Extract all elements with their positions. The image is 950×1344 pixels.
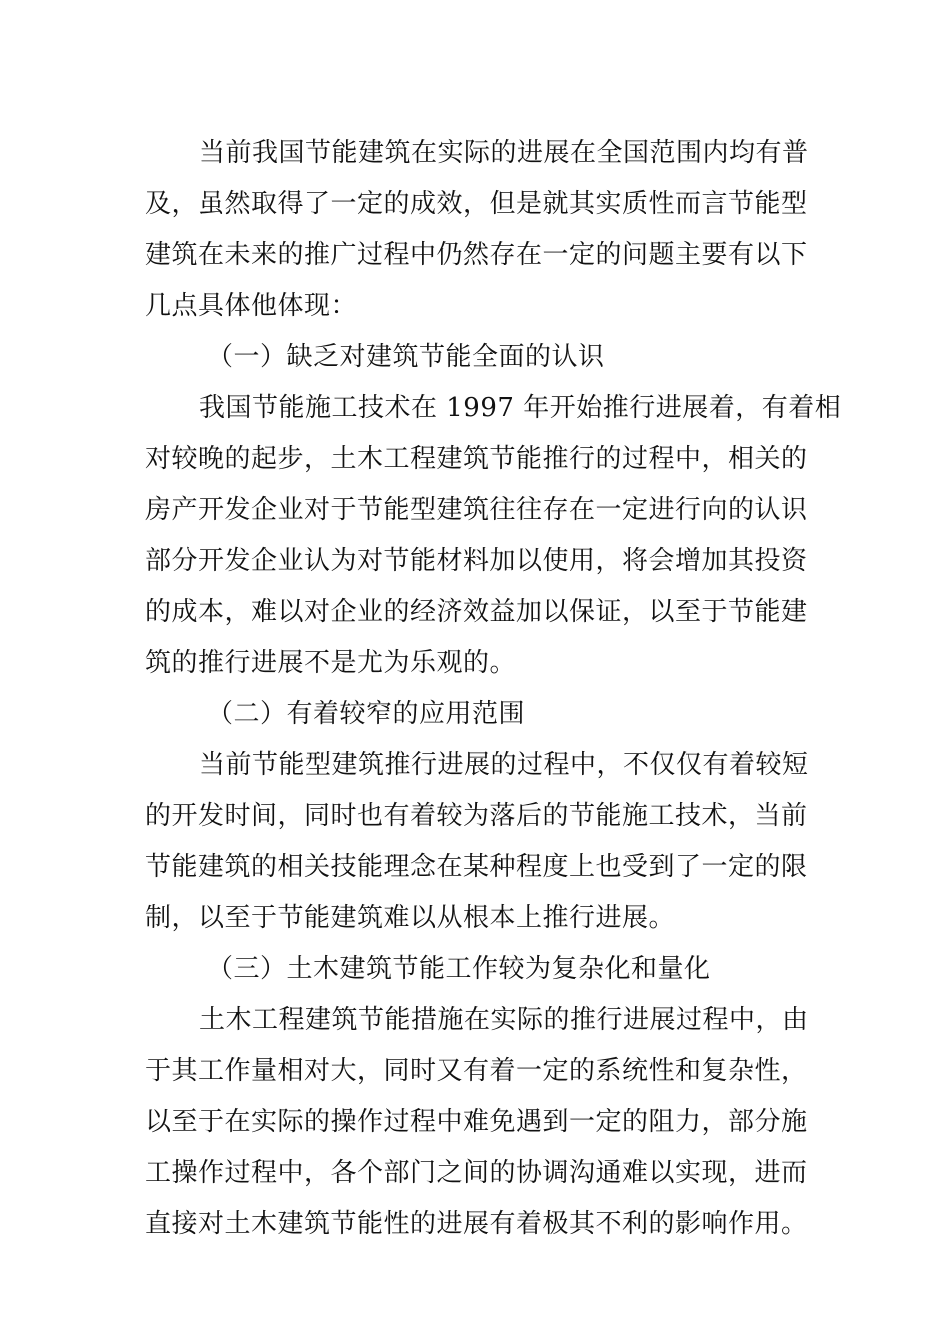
section-heading: [145, 689, 805, 740]
paragraph-line: 我国节能施工技术在 1997 年开始推行进展着，有着相: [199, 393, 842, 423]
section-heading: [145, 332, 805, 383]
paragraph-line: 于其工作量相对大，同时又有着一定的系统性和复杂性，: [145, 1056, 808, 1086]
paragraph-line: 的成本，难以对企业的经济效益加以保证，以至于节能建: [145, 597, 808, 627]
paragraph-line: 及，虽然取得了一定的成效，但是就其实质性而言节能型: [145, 189, 808, 219]
paragraph-line: 以至于在实际的操作过程中难免遇到一定的阻力，部分施: [145, 1107, 808, 1137]
section-heading-text: （三）土木建筑节能工作较为复杂化和量化: [207, 954, 711, 984]
paragraph-line: 对较晚的起步，土木工程建筑节能推行的过程中，相关的: [145, 444, 808, 474]
paragraph-line: 制，以至于节能建筑难以从根本上推行进展。: [145, 903, 676, 933]
paragraph-line: 当前节能型建筑推行进展的过程中，不仅仅有着较短: [199, 750, 809, 780]
section-heading-text: （一）缺乏对建筑节能全面的认识: [207, 342, 605, 372]
paragraph-line: 土木工程建筑节能措施在实际的推行进展过程中，由: [199, 1005, 809, 1035]
body-paragraph: [145, 128, 809, 332]
paragraph-line: 当前我国节能建筑在实际的进展在全国范围内均有普: [199, 138, 809, 168]
paragraph-line: 几点具体他体现：: [145, 291, 358, 321]
body-paragraph: [145, 383, 842, 689]
paragraph-line: 部分开发企业认为对节能材料加以使用，将会增加其投资: [145, 546, 808, 576]
paragraph-line: 的开发时间，同时也有着较为落后的节能施工技术，当前: [145, 801, 808, 831]
paragraph-line: 节能建筑的相关技能理念在某种程度上也受到了一定的限: [145, 852, 808, 882]
paragraph-line: 直接对土木建筑节能性的进展有着极其不利的影响作用。: [145, 1209, 808, 1239]
section-heading-text: （二）有着较窄的应用范围: [207, 699, 526, 729]
paragraph-line: 房产开发企业对于节能型建筑往往存在一定进行向的认识: [145, 495, 808, 525]
paragraph-line: 建筑在未来的推广过程中仍然存在一定的问题主要有以下: [145, 240, 808, 270]
paragraph-line: 工操作过程中，各个部门之间的协调沟通难以实现，进而: [145, 1158, 808, 1188]
body-paragraph: [145, 995, 809, 1250]
paragraph-line: 筑的推行进展不是尤为乐观的。: [145, 648, 517, 678]
body-paragraph: [145, 740, 809, 944]
section-heading: [145, 944, 805, 995]
document-body: [145, 128, 842, 1250]
